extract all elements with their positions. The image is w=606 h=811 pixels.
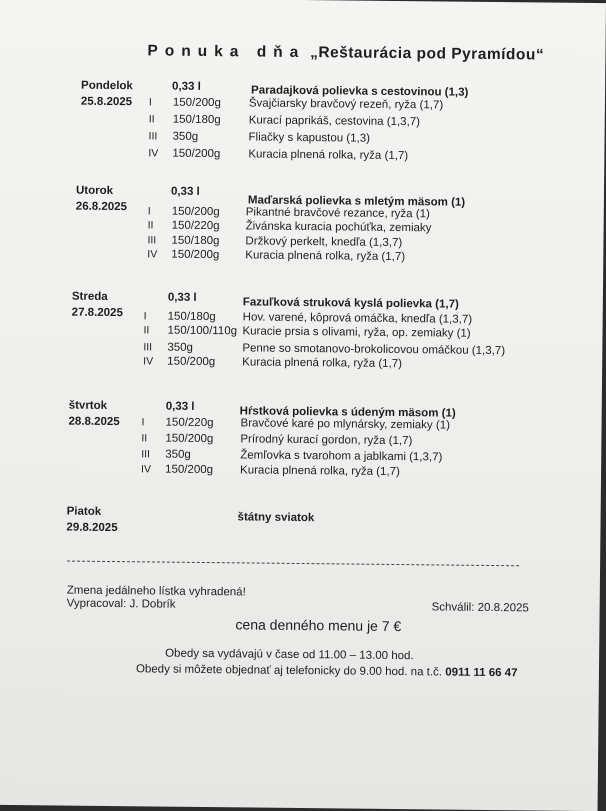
order-text: Obedy si môžete objednať aj telefonicky do 9.00 hod. na t.č. [136, 663, 442, 678]
day-date: 28.8.2025 [69, 416, 120, 429]
item-weight: 150/200g [172, 206, 220, 219]
soup-quantity: 0,33 l [166, 401, 195, 413]
day-wednesday [0, 290, 603, 296]
day-name: Streda [72, 291, 108, 303]
item-dish: Kuracie prsia s olivami, ryža, op. zemiaky (1) [242, 325, 470, 339]
item-weight: 350g [172, 131, 198, 143]
soup-quantity: 0,33 l [171, 186, 200, 198]
item-number: II [143, 324, 149, 336]
item-dish: Kuracia plnená rolka, ryža (1,7) [245, 249, 405, 263]
item-dish: Kurací paprikáš, cestovina (1,3,7) [249, 114, 420, 128]
item-weight: 150/220g [166, 417, 214, 430]
item-number: II [149, 113, 155, 125]
item-weight: 150/200g [165, 433, 213, 446]
item-weight: 150/100/110g [167, 325, 237, 338]
soup-name: Fazuľková struková kyslá polievka (1,7) [243, 296, 459, 310]
soup-name: Maďarská polievka s mletým mäsom (1) [248, 194, 465, 208]
item-dish: Bravčové karé po mlynársky, zemiaky (1) [241, 417, 451, 431]
day-date: 25.8.2025 [81, 96, 132, 109]
menu-price: cena denného menu je 7 € [235, 616, 401, 634]
item-weight: 150/180g [173, 114, 221, 127]
day-date: 26.8.2025 [76, 201, 127, 214]
item-number: IV [147, 248, 157, 260]
day-date: 29.8.2025 [66, 522, 117, 535]
day-tuesday [0, 184, 604, 190]
item-number: III [149, 130, 158, 142]
soup-name: Paradajková polievka s cestovinou (1,3) [251, 84, 468, 98]
item-dish: Pikantné bravčové rezance, ryža (1) [246, 206, 430, 220]
item-number: I [142, 416, 145, 428]
title-prefix: Ponuka dňa [147, 42, 305, 61]
item-weight: 150/200g [173, 97, 221, 110]
day-thursday [0, 399, 602, 405]
item-weight: 150/180g [168, 311, 216, 324]
item-number: IV [143, 355, 153, 367]
item-number: II [141, 432, 147, 444]
day-name: Pondelok [81, 80, 133, 93]
item-weight: 350g [167, 342, 193, 354]
restaurant-name: „Reštaurácia pod Pyramídou“ [310, 44, 544, 63]
item-number: IV [148, 147, 158, 159]
item-weight: 350g [165, 449, 191, 461]
item-weight: 150/220g [172, 220, 220, 233]
item-dish: Kuracia plnená rolka, ryža (1,7) [248, 148, 408, 162]
item-dish: Žemľovka s tvarohom a jablkami (1,3,7) [240, 449, 442, 463]
item-dish: Švajčiarsky bravčový rezeň, ryža (1,7) [249, 97, 443, 111]
soup-quantity: 0,33 l [168, 292, 197, 304]
item-dish: Kuracia plnená rolka, ryža (1,7) [242, 356, 402, 370]
day-monday [0, 79, 605, 85]
item-dish: Kuracia plnená rolka, ryža (1,7) [240, 464, 400, 478]
item-dish: Penne so smotanovo-brokolicovou omáčkou (1,3,7) [242, 342, 505, 357]
item-dish: Držkový perkelt, knedľa (1,3,7) [245, 235, 402, 249]
item-weight: 150/200g [172, 148, 220, 161]
item-dish: Živánska kuracia pochúťka, zemiaky [246, 220, 432, 234]
item-dish: Hov. varené, kôprová omáčka, knedľa (1,3,7) [243, 311, 473, 325]
item-weight: 150/180g [171, 235, 219, 248]
item-number: I [149, 96, 152, 108]
divider-line [67, 561, 519, 567]
order-info [136, 663, 518, 679]
day-name: Utorok [76, 185, 113, 197]
item-weight: 150/200g [165, 464, 213, 477]
day-name: štvrtok [69, 400, 107, 412]
holiday-label: štátny sviatok [238, 511, 315, 524]
page-title [147, 42, 544, 64]
item-weight: 150/200g [167, 356, 215, 369]
serving-hours: Obedy sa vydávajú v čase od 11.00 – 13.00 hod. [165, 648, 414, 663]
item-dish: Prírodný kurací gordon, ryža (1,7) [240, 433, 412, 447]
soup-quantity: 0,33 l [172, 81, 201, 93]
change-note: Zmena jedálneho lístka vyhradená! [67, 585, 246, 599]
item-dish: Fliačky s kapustou (1,3) [248, 131, 370, 144]
item-number: III [147, 234, 156, 246]
item-number: III [143, 341, 152, 353]
item-weight: 150/200g [171, 249, 219, 262]
soup-name: Hŕstková polievka s údeným mäsom (1) [240, 405, 456, 419]
item-number: I [144, 310, 147, 322]
item-number: III [141, 448, 150, 460]
item-number: IV [141, 463, 151, 475]
approved-by: Schválil: 20.8.2025 [432, 601, 529, 614]
phone-number: 0911 11 66 47 [445, 667, 517, 680]
prepared-by: Vypracoval: J. Dobrík [67, 598, 176, 611]
day-friday [0, 505, 601, 511]
item-number: I [148, 205, 151, 217]
day-date: 27.8.2025 [72, 307, 123, 320]
day-name: Piatok [67, 506, 102, 518]
item-number: II [148, 219, 154, 231]
